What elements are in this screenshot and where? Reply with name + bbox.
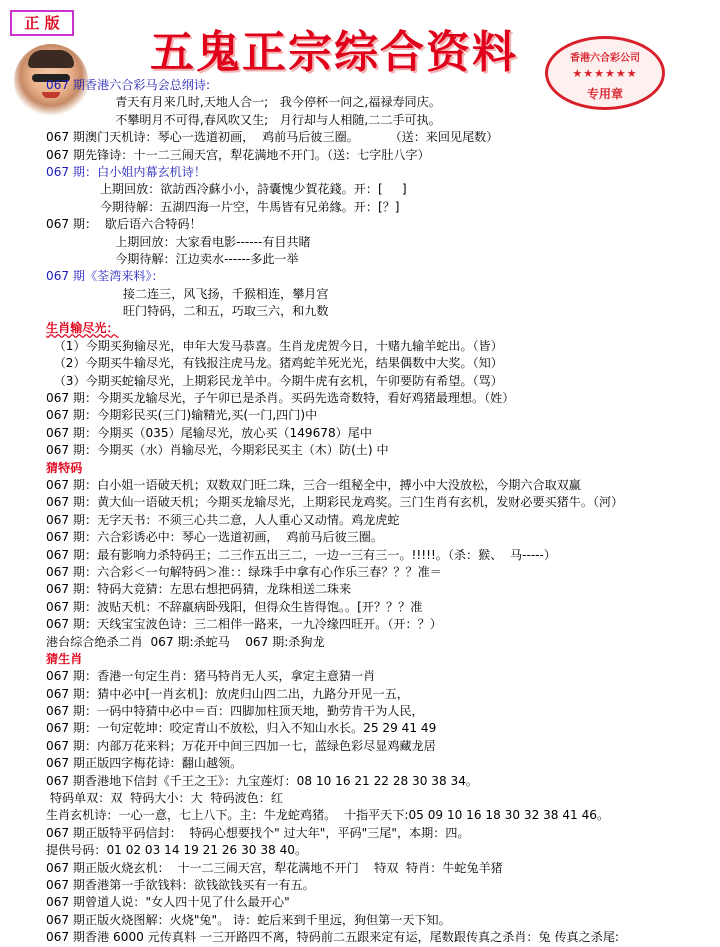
text-line: 特码单双：双 特码大小：大 特码波色：红	[46, 791, 283, 806]
seal-label: 专用章	[586, 87, 623, 101]
text-line: 067 期：一句定乾坤：咬定青山不放松，归入不知山水长。25 29 41 49	[46, 721, 437, 736]
text-line: 067 期：今期买龙输尽光，子午卯已是杀肖。买码先选奇数特，看好鸡猪最理想。（姓）	[46, 391, 515, 406]
text-line: 067 期：无字天书：不须三心共二意，人人重心又动情。鸡龙虎蛇	[46, 512, 400, 527]
text-line: 今期待解：五湖四海一片空，牛馬皆有兄弟緣。开：[？]	[46, 199, 400, 214]
text-line: 067 期：一码中特猜中必中＝百：四脚加柱顶天地，勤劳肯干为人民，	[46, 704, 424, 719]
text-line: 067 期：六合彩诱必中：琴心一选道初画， 鸡前马后彼三圈。	[46, 530, 383, 545]
text-line: 接二连三，风飞扬，千猴相连，攀月宫	[46, 286, 329, 301]
text-line: 067 期香港地下信封《千王之王》：九宝莲灯：08 10 16 21 22 28 30 38 34。	[46, 773, 479, 788]
text-line: 067 期曾道人说："女人四十见了什么最开心"	[46, 895, 290, 910]
text-line: 今期待解：江边卖水------多此一举	[46, 251, 299, 266]
text-line: 067 期澳门天机诗：琴心一选道初画， 鸡前马后彼三圈。 （送：来回见尾数）	[46, 130, 499, 145]
text-line: 067 期香港 6000 元传真料 一三开路四不离，特码前二五跟来定有运，尾数跟传真之杀肖：兔 传真之杀尾:	[46, 930, 620, 945]
section-heading: 猜特码	[46, 460, 83, 475]
text-line: （1）今期买狗输尽光，申年大发马恭喜。生肖龙虎贺今日，十赌九输羊蛇出。（皆）	[46, 338, 503, 353]
text-line: 067 期：白小姐一语破天机；双数双门旺二珠，三合一组秘全中，搏小中大没放松，今期六合取双赢	[46, 477, 581, 492]
text-line: 港台综合绝杀二肖 067 期:杀蛇马 067 期:杀狗龙	[46, 634, 325, 649]
edition-badge: 正 版	[10, 10, 74, 36]
text-line: 生肖玄机诗：一心一意，七上八下。主：牛龙蛇鸡猪。 十指平天下:05 09 10 16 18 30 32 38 41 46。	[46, 808, 610, 823]
page-title: 五鬼正宗综合资料	[150, 27, 518, 78]
text-line: 067 期：今期彩民买(三门)输精光,买(一门,四门)中	[46, 408, 318, 423]
text-line: 067 期：猜中必中[一肖玄机]：放虎归山四二出，九路分开见一五，	[46, 686, 409, 701]
section-heading: 猜生肖	[46, 651, 83, 666]
text-line: 067 期：内部万花来料；万花开中间三四加一七，蓝绿色彩尽显鸡藏龙居	[46, 738, 436, 753]
text-line: 067 期：白小姐内幕玄机诗！	[46, 164, 206, 179]
text-line: 067 期：今期买（水）肖输尽光，今期彩民买主（木）防(土) 中	[46, 443, 389, 458]
text-line: 067 期：黄大仙一语破天机；今期买龙输尽光，上期彩民龙鸡奖。三门生肖有玄机，发财必要买猪牛。（河）	[46, 495, 624, 510]
text-line: 不攀明月不可得,春风吹又生; 月行却与人相随,二二手可执。	[46, 112, 441, 127]
text-line: 上期回放：大家看电影------有目共睹	[46, 234, 311, 249]
text-line: 上期回放：欲訪西冷蘇小小，詩囊愧少賀花錢。开：[ ]	[46, 182, 407, 197]
text-line: 067 期：特码大竞猜：左思右想把码猜，龙珠相送二珠来	[46, 582, 352, 597]
text-line: （3）今期买蛇输尽光，上期彩民龙羊中。今期牛虎有玄机，午卯要防有希望。（骂）	[46, 373, 503, 388]
text-line: 067 期香港六合彩马会总纲诗:	[46, 78, 211, 92]
seal-stars-icon: ★★★★★★	[572, 67, 638, 80]
text-line: 067 期正版四字梅花诗：翻山越领。	[46, 756, 243, 771]
section-heading: 生肖输尽光：	[46, 321, 119, 336]
text-line: 067 期香港第一手欲钱料：欲钱欲钱买有一有五。	[46, 877, 315, 892]
text-line: 旺门特码，二和五，巧取三六，和九数	[46, 304, 329, 319]
text-line: 067 期：天线宝宝波色诗：三二相伴一路来，一九冷缘四旺开。（开：？）	[46, 617, 442, 632]
text-line: （2）今期买牛输尽光，有钱报注虎马龙。猪鸡蛇羊死光光，结果偶数中大奖。（知）	[46, 356, 503, 371]
text-line: 067 期： 歇后语六合特码！	[46, 217, 202, 232]
text-line: 067 期：香港一句定生肖：猪马特肖无人买，拿定主意猜一肖	[46, 669, 376, 684]
text-line: 067 期：六合彩＜一句解特码＞准：：绿珠手中拿有心作乐三春？？？准＝	[46, 564, 442, 579]
text-line: 067 期正版火烧图解：火烧"兔"。 诗：蛇后来到千里远，狗但第一天下知。	[46, 912, 451, 927]
seal-top-text: 香港六合彩公司	[570, 53, 640, 64]
text-line: 067 期先锋诗：十一二三闹天宫，犁花满地不开门。（送：七字肚八字）	[46, 147, 430, 162]
text-line: 067 期：今期买（035）尾输尽光，放心买（149678）尾中	[46, 425, 372, 440]
text-line: 067 期正版特平码信封： 特码心想要找个" 过大年"，平码"三尾"，本期：四。	[46, 825, 470, 840]
text-line: 067 期：波贴天机：不辞羸病卧残阳，但得众生皆得饱。。[开？？？准	[46, 599, 423, 614]
document-body	[46, 77, 716, 947]
text-line: 青天有月来几时,天地人合一; 我今停杯一问之,福禄寿同庆。	[46, 95, 441, 110]
text-line: 067 期《荃湾来料》：	[46, 269, 164, 284]
text-line: 067 期：最有影响力杀特码王；二三作五出三二，一边一三有三一。!!!!!。（杀：猴、 马-----）	[46, 547, 557, 562]
text-line: 067 期正版火烧玄机： 十一二三闹天宫，犁花满地不开门 特双 特肖：牛蛇兔羊猪	[46, 860, 503, 875]
avatar-hair	[28, 50, 74, 68]
text-line: 提供号码：01 02 03 14 19 21 26 30 38 40。	[46, 843, 308, 858]
